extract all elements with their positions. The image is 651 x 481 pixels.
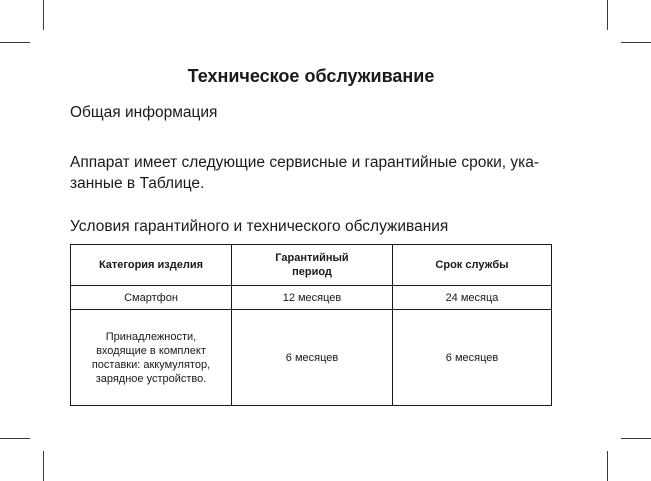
warranty-table: [70, 244, 552, 406]
cell-category-line: зарядное устройство.: [95, 372, 207, 385]
cell-category-line: входящие в комплект: [96, 344, 206, 357]
paragraph-line: Аппарат имеет следующие сервисные и гарантийные сроки, ука-: [70, 154, 540, 171]
header-warranty-line: Гарантийный: [275, 252, 349, 264]
table-caption: Условия гарантийного и технического обслуживания: [70, 218, 449, 235]
cell-category: [71, 310, 232, 406]
crop-mark: [607, 451, 608, 481]
cell-category-line: Принадлежности,: [105, 330, 197, 343]
cell-category: Смартфон: [71, 286, 232, 310]
crop-mark: [0, 438, 30, 439]
crop-mark: [621, 438, 651, 439]
cell-service-life: 6 месяцев: [393, 310, 552, 406]
header-service-life: Срок службы: [393, 245, 552, 286]
cell-warranty: 6 месяцев: [232, 310, 393, 406]
section-heading: Общая информация: [70, 104, 218, 121]
paragraph-line: занные в Таблице.: [70, 175, 205, 192]
crop-mark: [607, 0, 608, 30]
table-row: [71, 310, 552, 406]
table-header-row: [71, 245, 552, 286]
cell-service-life: 24 месяца: [393, 286, 552, 310]
header-category: Категория изделия: [71, 245, 232, 286]
header-warranty-period: [232, 245, 393, 286]
crop-mark: [621, 42, 651, 43]
cell-category-line: поставки: аккумулятор,: [91, 358, 211, 371]
crop-mark: [43, 451, 44, 481]
page-title: Техническое обслуживание: [187, 66, 435, 86]
crop-mark: [0, 42, 30, 43]
header-warranty-line: период: [292, 266, 332, 278]
table-row: [71, 286, 552, 310]
paragraph: [70, 152, 552, 194]
crop-mark: [43, 0, 44, 30]
cell-warranty: 12 месяцев: [232, 286, 393, 310]
